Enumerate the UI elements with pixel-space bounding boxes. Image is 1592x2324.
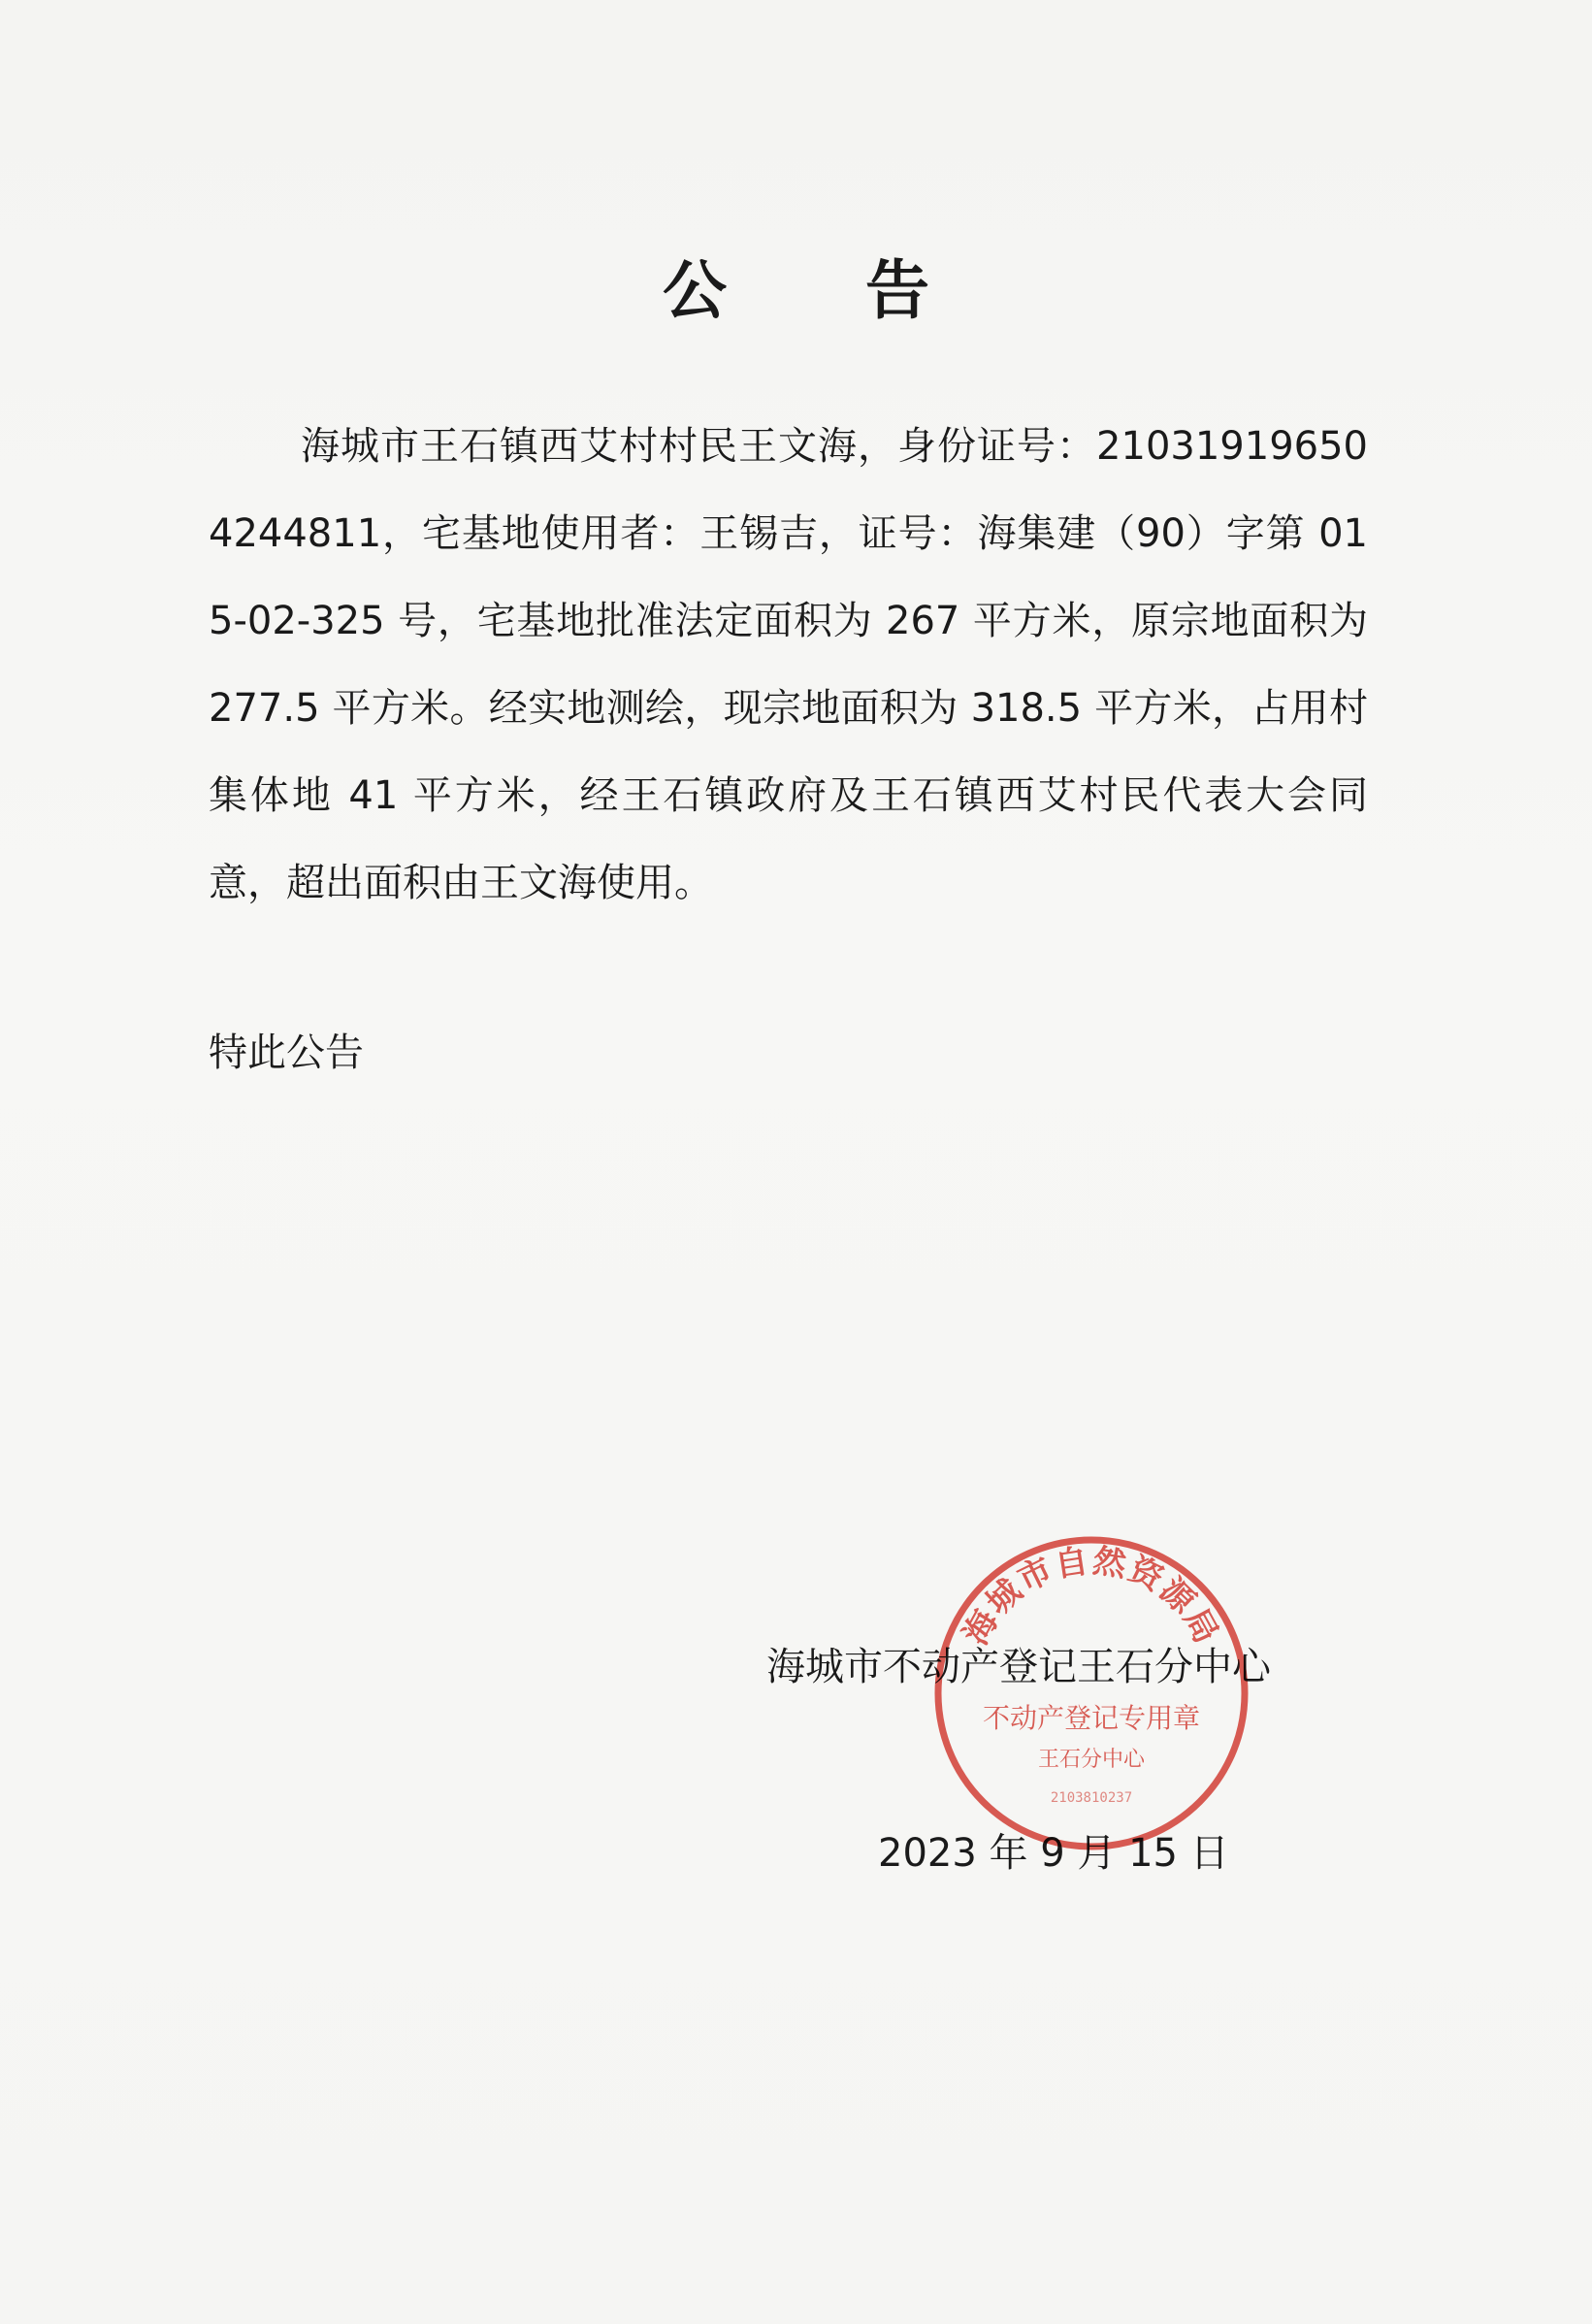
issuer-name: 海城市不动产登记王石分中心 [766, 1645, 1271, 1689]
seal-number: 2103810237 [1050, 1790, 1133, 1806]
official-seal-stamp [926, 1528, 1256, 1858]
seal-bottom-text: 王石分中心 [1037, 1748, 1146, 1772]
issue-date: 2023 年 9 月 15 日 [878, 1831, 1229, 1876]
seal-middle-text: 不动产登记专用章 [982, 1702, 1201, 1734]
seal-top-text: 海城市自然资源局 [956, 1541, 1227, 1652]
notice-title: 公 告 [663, 253, 988, 328]
notice-closing: 特此公告 [209, 1031, 364, 1075]
notice-body: 海城市王石镇西艾村村民王文海，身份证号：210319196504244811，宅基地使用者：王锡吉，证号：海集建（90）字第 015-02-325 号，宅基地批准法定面积为 267 平方米，原宗地面积为 277.5 平方米。经实地测绘，现宗地面积为 318.5 平方米，占用村集体地 41 平方米，经王石镇政府及王石镇西艾村民代表大会同意，超出面积由王文海使用。 [209, 424, 1368, 905]
